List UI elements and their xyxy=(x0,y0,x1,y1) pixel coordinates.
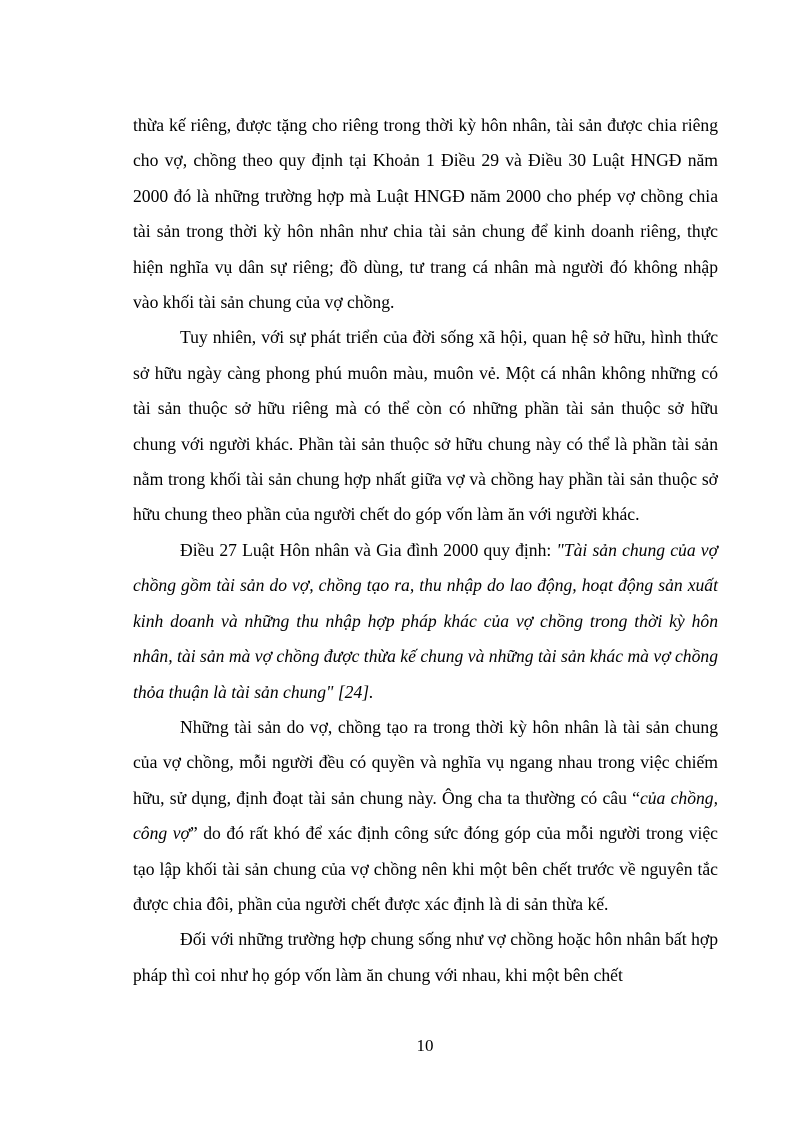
paragraph-3-lead: Điều 27 Luật Hôn nhân và Gia đình 2000 quy định: xyxy=(180,539,557,560)
body-text xyxy=(133,108,718,993)
page-number: 10 xyxy=(416,1036,434,1055)
paragraph-2: Tuy nhiên, với sự phát triển của đời sống xã hội, quan hệ sở hữu, hình thức sở hữu ngày càng phong phú muôn màu, muôn vẻ. Một cá nhân không những có tài sản thuộc sở hữu riêng mà có thể còn có những phần tài sản thuộc sở hữu chung với người khác. Phần tài sản thuộc sở hữu chung này có thể là phần tài sản nằm trong khối tài sản chung hợp nhất giữa vợ và chồng hay phần tài sản thuộc sở hữu chung theo phần của người chết do góp vốn làm ăn với người khác. xyxy=(133,327,718,525)
paragraph-4-part-2: ” do đó rất khó để xác định công sức đóng góp của mỗi người trong việc tạo lập khối tài sản chung của vợ chồng nên khi một bên chết trước về nguyên tắc được chia đôi, phần của người chết được xác định là di sản thừa kế. xyxy=(133,823,718,914)
paragraph-5: Đối với những trường hợp chung sống như vợ chồng hoặc hôn nhân bất hợp pháp thì coi như họ góp vốn làm ăn chung với nhau, khi một bên chết xyxy=(133,929,718,985)
paragraph-3 xyxy=(133,533,718,710)
paragraph-3-quote: "Tài sản chung của vợ chồng gồm tài sản do vợ, chồng tạo ra, thu nhập do lao động, hoạt động sản xuất kinh doanh và những thu nhập hợp pháp khác của vợ chồng trong thời kỳ hôn nhân, tài sản mà vợ chồng được thừa kế chung và những tài sản khác mà vợ chồng thỏa thuận là tài sản chung" [24]. xyxy=(133,539,718,702)
paragraph-1: thừa kế riêng, được tặng cho riêng trong thời kỳ hôn nhân, tài sản được chia riêng cho vợ, chồng theo quy định tại Khoản 1 Điều 29 và Điều 30 Luật HNGĐ năm 2000 đó là những trường hợp mà Luật HNGĐ năm 2000 cho phép vợ chồng chia tài sản trong thời kỳ hôn nhân như chia tài sản chung để kinh doanh riêng, thực hiện nghĩa vụ dân sự riêng; đồ dùng, tư trang cá nhân mà người đó không nhập vào khối tài sản chung của vợ chồng. xyxy=(133,115,718,313)
paragraph-4-part-1: Những tài sản do vợ, chồng tạo ra trong thời kỳ hôn nhân là tài sản chung của vợ chồng, mỗi người đều có quyền và nghĩa vụ ngang nhau trong việc chiếm hữu, sử dụng, định đoạt tài sản chung này. Ông cha ta thường có câu “ xyxy=(133,716,718,808)
paragraph-4-italic-saying: của chồng, công vợ xyxy=(133,787,719,844)
paragraph-4 xyxy=(133,710,718,922)
